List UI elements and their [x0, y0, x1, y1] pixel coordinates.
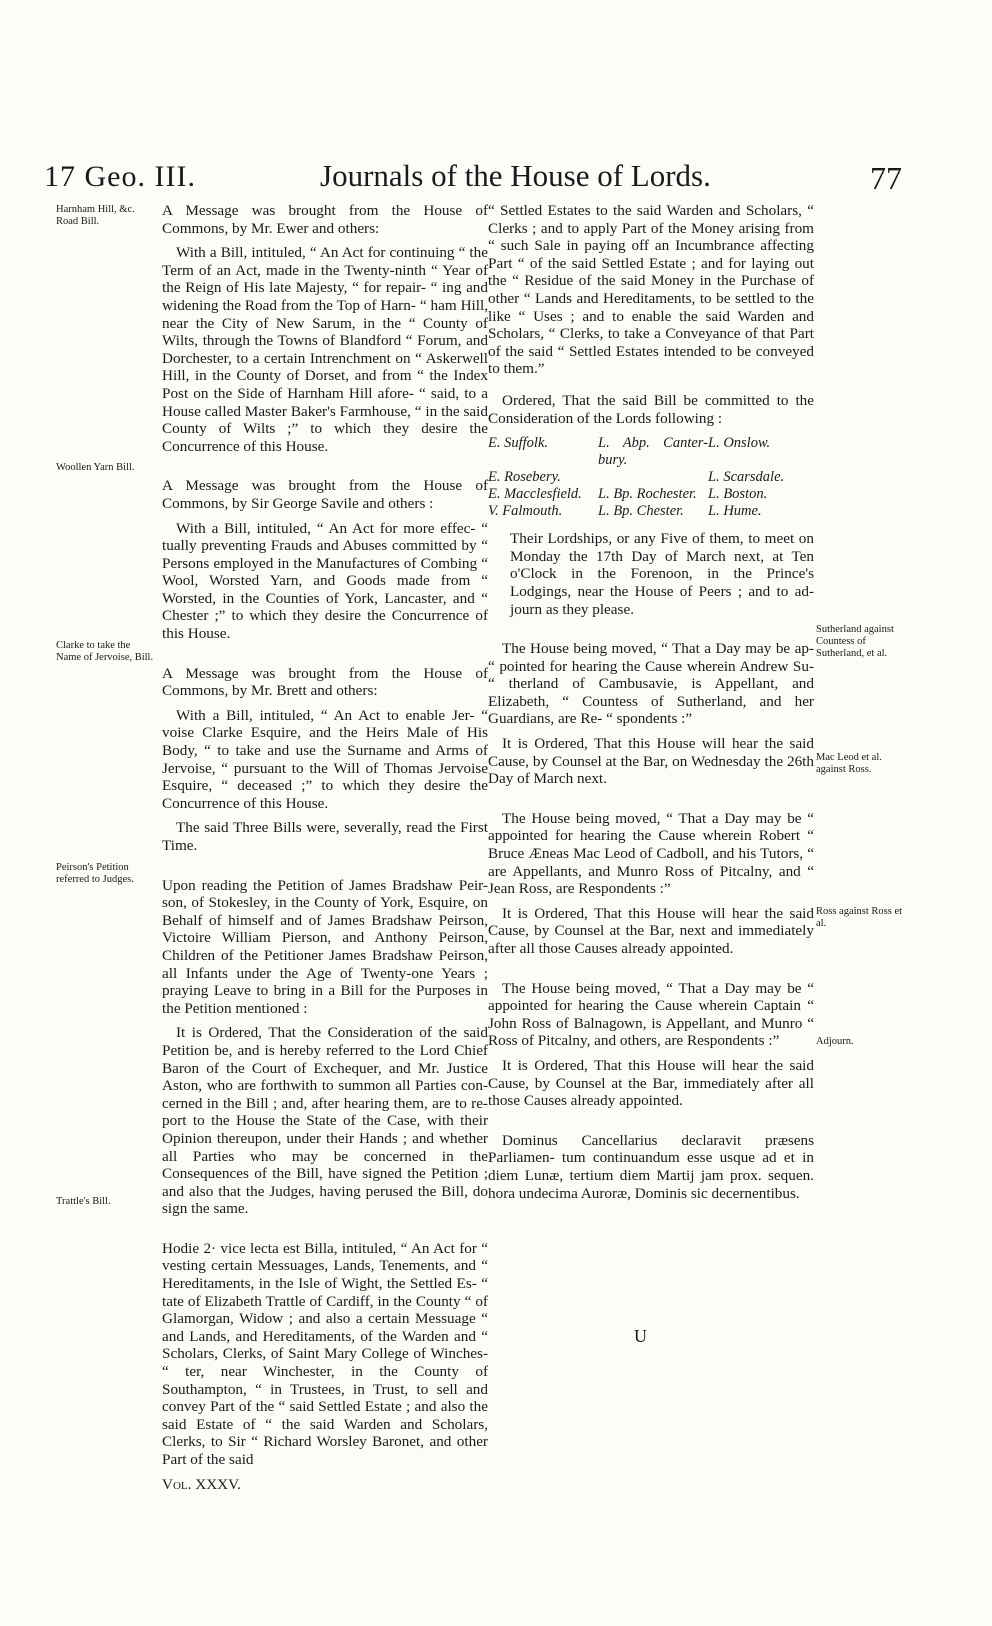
- paragraph: Upon reading the Petition of James Bradshaw Peir- son, of Stokesley, in the County of York, Esquire, on Behalf of himself and of James Bradshaw Peirson, Victoire William Pierson, and Anthony Peirson, Children of the Petitioner James Bradshaw Peirson, all Infants under the Age of Twenty-one Years ; praying Leave to bring in a Bill for the Purposes in the Petition mentioned :: [162, 876, 488, 1017]
- paragraph: The House being moved, “ That a Day may be ap- “ pointed for hearing the Cause wherein Andrew Su- “ therland of Cambusavie, is Appellant, and Elizabeth, “ Countess of Sutherland, and her Guardians, are Re- “ spondents :”: [488, 640, 814, 728]
- paragraph: It is Ordered, That this House will hear the said Cause, by Counsel at the Bar, immediately after all those Causes already appointed.: [488, 1056, 814, 1110]
- left-column: [162, 202, 488, 1500]
- volume-label: Vol. XXXV.: [162, 1475, 241, 1493]
- lord-entry: E. Rosebery.: [488, 469, 561, 486]
- margin-note: Ross against Ross et al.: [816, 906, 903, 929]
- paragraph: With a Bill, intituled, “ An Act for continuing “ the Term of an Act, made in the Twenty-ninth “ Year of the Reign of His late Majesty, “ for repair- “ ing and widening the Road from the Top of Harn- “ ham Hill, near the City of New Sarum, in the “ County of Wilts, through the Towns of Blandford “ Forum, and Dorchester, to a certain Intrenchment on “ Askerwell Hill, in the County of Dorset, and from “ the Index Post on the Side of Harnham Hill afore- “ said, to a House called Master Baker's Farmhouse, “ in the said County of Wilts ;” to which they desire the Concurrence of this House.: [162, 244, 488, 455]
- lord-entry: V. Falmouth.: [488, 503, 563, 520]
- paragraph: It is Ordered, That this House will hear the said Cause, by Counsel at the Bar, next and immediately after all those Causes already appointed.: [488, 904, 814, 957]
- paragraph: Hodie 2· vice lecta est Billa, intituled, “ An Act for “ vesting certain Messuages, Lands, Tenements, and “ Hereditaments, in the Isle of Wight, the Settled Es- “ tate of Elizabeth Trattle of Cardiff, in the County “ of Glamorgan, Widow ; and also a certain Messuage “ and Lands, and Hereditaments, of the Warden and “ Scholars, Clerks, of Saint Mary College of Winches- “ ter, near Winchester, in the County of Southampton, “ in Trustees, in Trust, to sell and convey Part of the “ said Settled Estate ; and also the said Estate of “ the said Warden and Scholars, Clerks, to Sir “ Richard Worsley Baronet, and other Part of the said: [162, 1239, 488, 1468]
- lord-entry: [598, 469, 708, 486]
- paragraph: “ Settled Estates to the said Warden and Scholars, “ Clerks ; and to apply Part of the Money arising from “ such Sale in paying off an Incumbrance affecting Part “ of the said Settled Estate ; and for laying out the “ Residue of the said Money in the Purchase of other “ Lands and Hereditaments, to be settled to the like “ Uses ; and to enable the said Warden and Scholars, “ Clerks, to take a Conveyance of that Part of the said “ Settled Estates intended to be conveyed to them.”: [488, 202, 814, 378]
- lord-entry: L. Onslow.: [708, 435, 771, 452]
- margin-note: Adjourn.: [816, 1036, 854, 1047]
- paragraph: The said Three Bills were, severally, read the First Time.: [162, 819, 488, 854]
- paragraph: With a Bill, intituled, “ An Act for more effec- “ tually preventing Frauds and Abuses committed by “ Persons employed in the Manufactures of Combing “ Wool, Worsted Yarn, and Goods made from “ Worsted, in the Counties of York, Lancaster, and “ Chester ;” to which they desire the Concurrence of this House.: [162, 519, 488, 643]
- committee-lords-list: [488, 435, 814, 520]
- lord-entry: E. Macclesfield.: [488, 486, 582, 503]
- lord-entry: L. Scarsdale.: [708, 469, 785, 486]
- margin-note: Woollen Yarn Bill.: [56, 462, 135, 473]
- paragraph: The House being moved, “ That a Day may be “ appointed for hearing the Cause wherein Robert “ Bruce Æneas Mac Leod of Cadboll, and his Tutors, “ are Appellants, and Munro Ross of Pitcalny, and “ Jean Ross, are Respondents :”: [488, 809, 814, 898]
- lord-entry: L. Hume.: [708, 503, 762, 520]
- lord-entry: E. Suffolk.: [488, 435, 549, 452]
- paragraph: The House being moved, “ That a Day may be “ appointed for hearing the Cause wherein Captain “ John Ross of Balnagown, is Appellant, and Munro “ Ross of Pitcalny, and others, are Respondents :”: [488, 979, 814, 1050]
- margin-note: Mac Leod et al. against Ross.: [816, 752, 882, 775]
- paragraph: A Message was brought from the House of Commons, by Sir George Savile and others :: [162, 477, 488, 512]
- lord-entry: L. Abp. Canter- bury.: [598, 435, 708, 469]
- paragraph: Their Lordships, or any Five of them, to meet on Monday the 17th Day of March next, at Ten o'Clock in the Forenoon, in the Prince's Lodgings, near the House of Peers ; and to ad- journ as they please.: [510, 530, 814, 618]
- page-number: 77: [870, 160, 902, 196]
- paragraph: It is Ordered, That this House will hear the said Cause, by Counsel at the Bar, on Wednesday the 26th Day of March next.: [488, 735, 814, 788]
- paragraph: Ordered, That the said Bill be committed to the Consideration of the Lords following :: [488, 391, 814, 427]
- lord-entry: L. Bp. Rochester.: [598, 486, 697, 503]
- margin-note: Sutherland against Countess of Sutherland, et al.: [816, 624, 894, 659]
- paragraph: Dominus Cancellarius declaravit præsens Parliamen- tum continuandum esse usque ad et in diem Lunæ, tertium diem Martij jam prox. sequen. hora undecima Auroræ, Dominis sic decernentibus.: [488, 1131, 814, 1202]
- paragraph: With a Bill, intituled, “ An Act to enable Jer- “ voise Clarke Esquire, and the Heirs Male of His Body, “ to take and use the Surname and Arms of Jervoise, “ pursuant to the Will of Thomas Jervoise Esquire, “ deceased ;” to which they desire the Concurrence of this House.: [162, 706, 488, 812]
- signature-mark: U: [634, 1326, 647, 1346]
- paragraph: A Message was brought from the House of Commons, by Mr. Ewer and others:: [162, 202, 488, 237]
- lord-entry: L. Bp. Chester.: [598, 503, 684, 520]
- margin-note: Harnham Hill, &c. Road Bill.: [56, 204, 135, 227]
- margin-note: Peirson's Petition referred to Judges.: [56, 862, 134, 885]
- lord-entry: L. Boston.: [708, 486, 768, 503]
- paragraph: It is Ordered, That the Consideration of the said Petition be, and is hereby referred to the Lord Chief Baron of the Court of Exchequer, and Mr. Justice Aston, who are forthwith to summon all Parties con- cerned in the Bill ; and, after hearing them, are to re- port to the House the State of the Case, with their Opinion thereupon, under their Hands ; and whether all Parties who may be concerned in the Consequences of the Bill, have signed the Petition ; and also that the Judges, having perused the Bill, do sign the same.: [162, 1024, 488, 1218]
- margin-note: Clarke to take the Name of Jervoise, Bill.: [56, 640, 154, 663]
- header-title: Journals of the House of Lords.: [320, 158, 711, 193]
- margin-note: Trattle's Bill.: [56, 1196, 111, 1207]
- header-session: 17 Geo. III.: [44, 160, 196, 193]
- paragraph: A Message was brought from the House of Commons, by Mr. Brett and others:: [162, 664, 488, 700]
- right-column: [488, 202, 814, 1209]
